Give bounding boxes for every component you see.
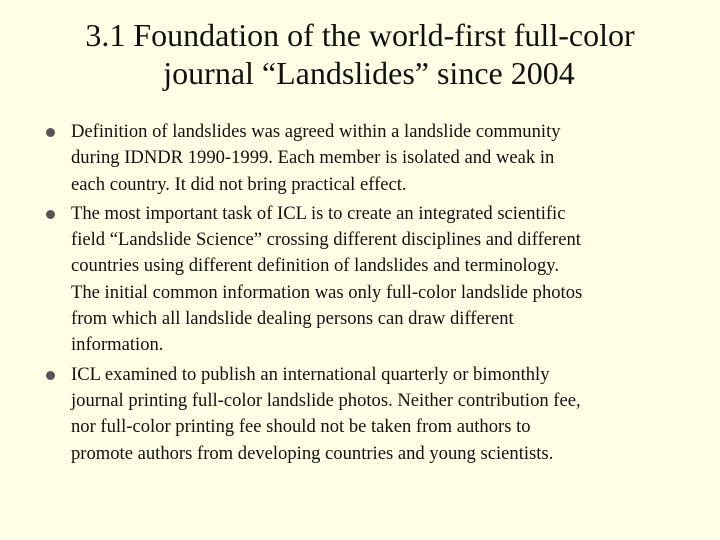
bullet-item	[45, 201, 685, 359]
bullet-list	[45, 119, 685, 470]
slide-title-line: 3.1 Foundation of the world-first full-color	[85, 17, 635, 53]
bullet-line: nor full-color printing fee should not be taken from authors to	[71, 416, 531, 438]
bullet-dot-icon	[46, 128, 55, 137]
bullet-item	[45, 119, 685, 198]
bullet-line: promote authors from developing countries and young scientists.	[71, 442, 554, 464]
bullet-line: during IDNDR 1990-1999. Each member is isolated and weak in	[71, 147, 555, 169]
bullet-line: field “Landslide Science” crossing different disciplines and different	[71, 229, 581, 251]
bullet-item	[45, 362, 685, 467]
bullet-line: information.	[71, 334, 164, 356]
bullet-line: journal printing full-color landslide photos. Neither contribution fee,	[71, 389, 581, 411]
bullet-line: from which all landslide dealing persons can draw different	[71, 308, 514, 330]
bullet-dot-icon	[46, 210, 55, 219]
bullet-line: ICL examined to publish an international quarterly or bimonthly	[71, 363, 550, 385]
bullet-line: The initial common information was only full-color landslide photos	[71, 281, 583, 303]
slide-title	[40, 16, 680, 92]
bullet-line: countries using different definition of landslides and terminology.	[71, 255, 559, 277]
bullet-line: each country. It did not bring practical effect.	[71, 173, 407, 195]
bullet-dot-icon	[46, 371, 55, 380]
slide-title-line: journal “Landslides” since 2004	[163, 55, 575, 91]
bullet-line: Definition of landslides was agreed within a landslide community	[71, 121, 561, 142]
bullet-line: The most important task of ICL is to create an integrated scientific	[71, 202, 566, 224]
